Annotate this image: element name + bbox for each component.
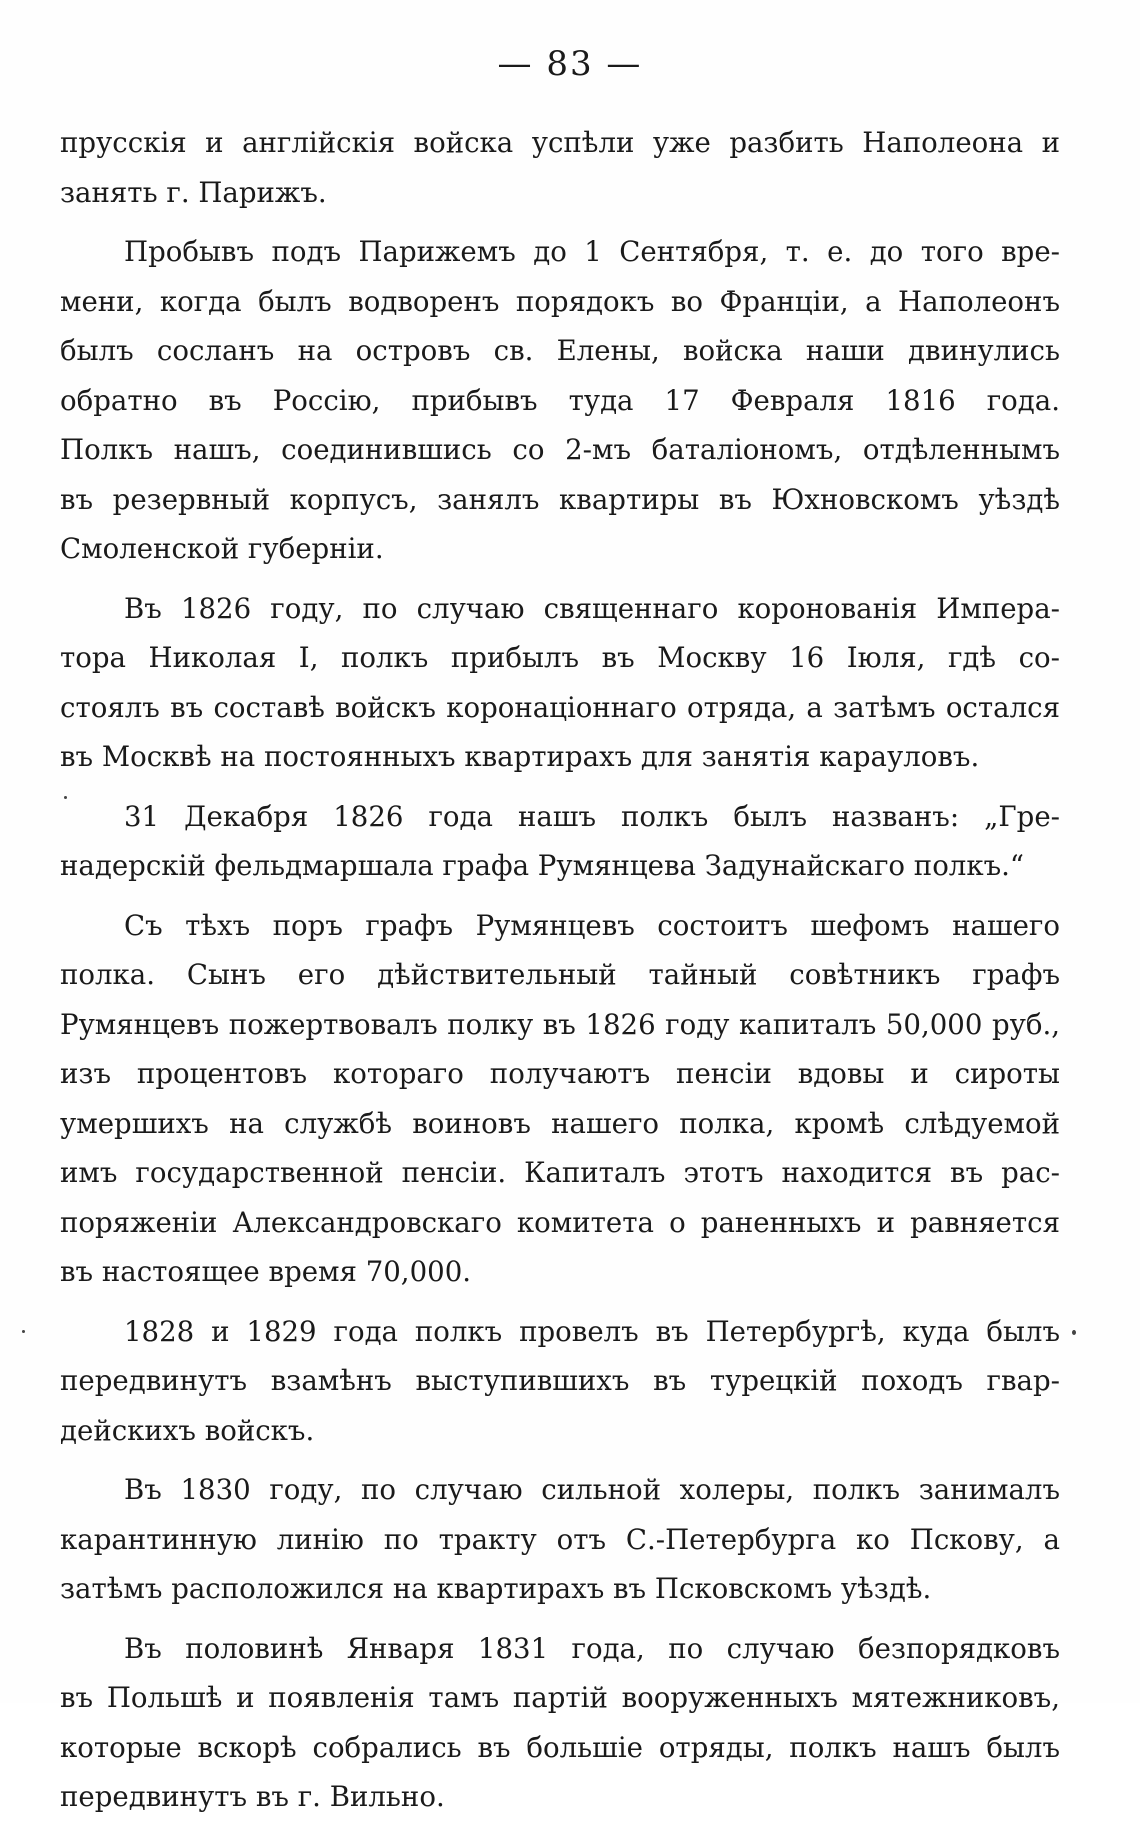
text-line: былъ сосланъ на островъ св. Елены, войска наши двинулись [60,334,1060,367]
scan-speck [1072,1330,1076,1335]
text-line: 31 Декабря 1826 года нашъ полкъ былъ названъ: „Гре- [124,799,1060,833]
paragraph [60,118,1060,217]
paragraph [60,1465,1060,1614]
text-line: 1828 и 1829 года полкъ провелъ въ Петербургѣ, куда былъ [124,1314,1060,1348]
text-line: Полкъ нашъ, соединившись со 2-мъ баталіономъ, отдѣленнымъ [60,433,1060,466]
text-line: надерскій фельдмаршала графа Румянцева Задунайскаго полкъ.“ [60,849,1025,882]
text-line: тора Николая I, полкъ прибылъ въ Москву 16 Іюля, гдѣ со- [60,641,1060,674]
text-line: передвинутъ въ г. Вильно. [60,1780,445,1813]
text-line: занять г. Парижъ. [60,175,327,209]
text-line: Въ 1830 году, по случаю сильной холеры, полкъ занималъ [124,1473,1060,1506]
text-line: карантинную линію по тракту отъ С.-Петербурга ко Пскову, а [60,1522,1060,1556]
paragraph [60,1307,1060,1456]
text-line: затѣмъ расположился на квартирахъ въ Псковскомъ уѣздѣ. [60,1572,932,1605]
page-text [60,118,1060,1832]
paragraph [60,901,1060,1297]
text-line: Пробывъ подъ Парижемъ до 1 Сентября, т. е. до того вре- [124,235,1060,268]
text-line: Въ половинѣ Января 1831 года, по случаю безпорядковъ [124,1631,1060,1665]
text-line: передвинутъ взамѣнъ выступившихъ въ турецкій походъ гвар- [60,1364,1060,1397]
text-line: въ резервный корпусъ, занялъ квартиры въ Юхновскомъ уѣздѣ [60,482,1060,516]
text-line: стоялъ въ составѣ войскъ коронаціоннаго отряда, а затѣмъ остался [60,690,1060,724]
text-line: обратно въ Россію, прибывъ туда 17 Февраля 1816 года. [60,383,1060,417]
paragraph [60,227,1060,574]
text-line: Въ 1826 году, по случаю священнаго коронованія Импера- [124,591,1060,625]
page-number: — 83 — [497,44,643,84]
text-line: полка. Сынъ его дѣйствительный тайный совѣтникъ графъ [60,958,1060,991]
paragraph [60,584,1060,782]
text-line: прусскія и англійскія войска успѣли уже разбить Наполеона и [60,126,1060,159]
paragraph [60,1624,1060,1822]
text-line: умершихъ на службѣ воиновъ нашего полка, кромѣ слѣдуемой [60,1106,1060,1140]
text-line: Румянцевъ пожертвовалъ полку въ 1826 году капиталъ 50,000 руб., [60,1007,1060,1041]
text-line: имъ государственной пенсіи. Капиталъ этотъ находится въ рас- [60,1156,1060,1189]
paragraph [60,792,1060,891]
scan-speck [64,796,67,799]
text-line: въ настоящее время 70,000. [60,1255,472,1288]
text-line: изъ процентовъ котораго получаютъ пенсіи вдовы и сироты [60,1057,1060,1090]
scan-speck [22,1330,25,1333]
text-line: Смоленской губерніи. [60,532,384,565]
text-line: поряженіи Александровскаго комитета о раненныхъ и равняется [60,1205,1060,1239]
text-line: Съ тѣхъ поръ графъ Румянцевъ состоитъ шефомъ нашего [124,908,1060,942]
text-line: въ Москвѣ на постоянныхъ квартирахъ для занятія карауловъ. [60,740,980,773]
text-line: дейскихъ войскъ. [60,1413,315,1447]
text-line: мени, когда былъ водворенъ порядокъ во Франціи, а Наполеонъ [60,284,1060,318]
text-line: которые вскорѣ собрались въ большіе отряды, полкъ нашъ былъ [60,1730,1060,1764]
text-line: въ Польшѣ и появленія тамъ партій вооруженныхъ мятежниковъ, [60,1681,1060,1714]
